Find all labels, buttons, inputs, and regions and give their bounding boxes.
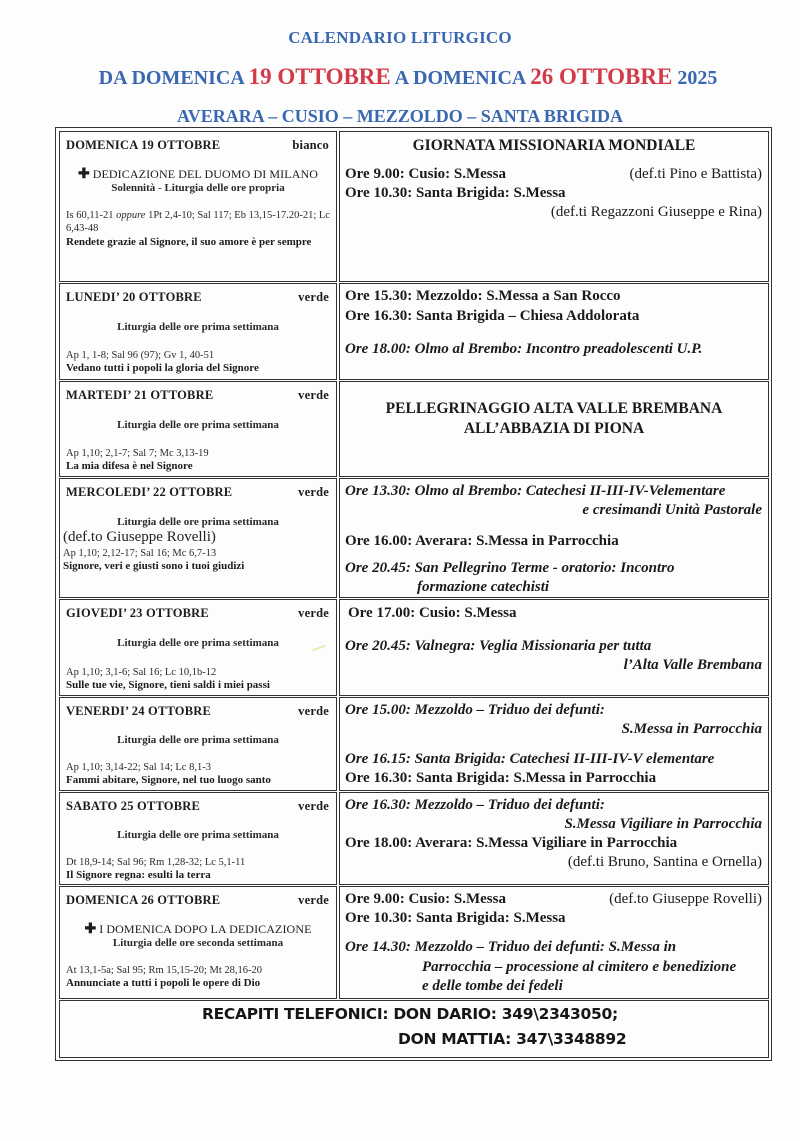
feast-title: I DOMENICA DOPO LA DEDICAZIONE xyxy=(99,922,312,936)
event-line-cont: S.Messa in Parrocchia xyxy=(621,721,762,737)
day-cell-thu23 xyxy=(59,599,337,696)
range-to-prefix: A DOMENICA xyxy=(394,67,526,89)
liturgical-color: verde xyxy=(298,704,329,718)
psalm-refrain: Rendete grazie al Signore, il suo amore è per sempre xyxy=(66,236,312,248)
liturgical-color: bianco xyxy=(292,138,329,152)
events-cell-wed22 xyxy=(339,478,769,598)
day-label: MARTEDI’ 21 OTTOBRE xyxy=(66,388,214,402)
reading-b: 1Pt 2,4-10; Sal 117; Eb 13,15-17.20-21; Lc 6,43-48 xyxy=(66,210,330,234)
event-line: Ore 16.30: Santa Brigida: S.Messa in Parrocchia xyxy=(345,770,657,786)
event-line: Ore 13.30: Olmo al Brembo: Catechesi II-III-IV-Velementare xyxy=(345,483,726,499)
liturgy-note: Solennità - Liturgia delle ore propria xyxy=(111,182,285,194)
day-cell-mon20 xyxy=(59,283,337,380)
date-range xyxy=(8,64,800,90)
day-label: LUNEDI’ 20 OTTOBRE xyxy=(66,290,202,304)
event-line-cont: formazione catechisti xyxy=(417,579,550,595)
event-line: Ore 18.00: Olmo al Brembo: Incontro preadolescenti U.P. xyxy=(345,341,703,357)
events-title: GIORNATA MISSIONARIA MONDIALE xyxy=(412,137,696,154)
cross-icon: ✚ xyxy=(84,922,97,937)
readings: Ap 1,10; 2,1-7; Sal 7; Mc 3,13-19 xyxy=(66,448,209,459)
event-note: (def.ti Regazzoni Giuseppe e Rina) xyxy=(550,204,762,220)
liturgy-note: Liturgia delle ore prima settimana xyxy=(117,829,279,841)
liturgy-note: Liturgia delle ore prima settimana xyxy=(117,321,279,333)
psalm-refrain: Vedano tutti i popoli la gloria del Signore xyxy=(66,362,259,374)
contacts-line-2: DON MATTIA: 347\3348892 xyxy=(398,1030,627,1048)
day-header xyxy=(66,606,329,621)
day-cell-tue21 xyxy=(59,381,337,477)
contacts-line-1: RECAPITI TELEFONICI: DON DARIO: 349\2343050; xyxy=(202,1005,618,1023)
range-year: 2025 xyxy=(677,67,718,89)
feast-line xyxy=(60,921,336,938)
liturgical-color: verde xyxy=(298,290,329,304)
mass-intention: (def.to Giuseppe Rovelli) xyxy=(63,529,216,545)
readings: Ap 1,10; 3,1-6; Sal 16; Lc 10,1b-12 xyxy=(66,667,217,678)
event-line: Ore 20.45: Valnegra: Veglia Missionaria per tutta xyxy=(345,638,652,654)
event-line: Ore 17.00: Cusio: S.Messa xyxy=(348,605,517,621)
day-label: DOMENICA 19 OTTOBRE xyxy=(66,138,221,152)
event-line: Ore 20.45: San Pellegrino Terme - oratorio: Incontro xyxy=(345,560,675,576)
parishes-subtitle: AVERARA – CUSIO – MEZZOLDO – SANTA BRIGIDA xyxy=(177,106,623,126)
day-cell-sun26 xyxy=(59,886,337,999)
event-note: (def.ti Bruno, Santina e Ornella) xyxy=(567,854,762,870)
readings: Ap 1, 1-8; Sal 96 (97); Gv 1, 40-51 xyxy=(66,350,215,361)
cross-icon: ✚ xyxy=(77,167,90,182)
event-note: (def.ti Pino e Battista) xyxy=(629,166,762,182)
range-from-prefix: DA DOMENICA xyxy=(98,67,244,89)
day-cell-fri24 xyxy=(59,697,337,791)
events-cell-tue21 xyxy=(339,381,769,477)
psalm-refrain: Annunciate a tutti i popoli le opere di Dio xyxy=(66,977,261,989)
readings xyxy=(66,209,330,235)
event-line: Ore 10.30: Santa Brigida: S.Messa xyxy=(345,910,566,926)
feast-line xyxy=(60,166,336,183)
day-label: VENERDI’ 24 OTTOBRE xyxy=(66,704,212,718)
events-cell-fri24 xyxy=(339,697,769,791)
contacts-box xyxy=(59,1000,769,1058)
psalm-refrain: Signore, veri e giusti sono i tuoi giudizi xyxy=(63,560,245,572)
event-text: Ore 9.00: Cusio: S.Messa xyxy=(345,891,506,907)
liturgical-color: verde xyxy=(298,388,329,402)
events-cell-sun26 xyxy=(339,886,769,999)
day-label: DOMENICA 26 OTTOBRE xyxy=(66,893,221,907)
day-header xyxy=(66,290,329,305)
event-line: Ore 16.00: Averara: S.Messa in Parrocchia xyxy=(345,533,619,549)
liturgy-note: Liturgia delle ore prima settimana xyxy=(117,637,279,649)
liturgical-color: verde xyxy=(298,485,329,499)
day-header xyxy=(66,893,329,908)
day-label: GIOVEDI’ 23 OTTOBRE xyxy=(66,606,209,620)
psalm-refrain: Il Signore regna: esulti la terra xyxy=(66,869,211,881)
events-cell-sat25 xyxy=(339,792,769,885)
pilgrimage-subtitle: ALL’ABBAZIA DI PIONA xyxy=(463,420,645,437)
readings: At 13,1-5a; Sal 95; Rm 15,15-20; Mt 28,16-20 xyxy=(66,965,262,976)
day-cell-sat25 xyxy=(59,792,337,885)
readings: Ap 1,10; 3,14-22; Sal 14; Lc 8,1-3 xyxy=(66,762,211,773)
event-line-cont: e cresimandi Unità Pastorale xyxy=(582,502,762,518)
day-header xyxy=(66,388,329,403)
event-line xyxy=(345,165,762,184)
event-text: Ore 10.30: Santa Brigida: S.Messa xyxy=(345,185,566,201)
event-line: Ore 16.30: Mezzoldo – Triduo dei defunti: xyxy=(345,797,605,813)
range-to-date: 26 OTTOBRE xyxy=(530,64,673,89)
day-cell-sun19 xyxy=(59,131,337,282)
pilgrimage-title: PELLEGRINAGGIO ALTA VALLE BREMBANA xyxy=(385,400,723,417)
psalm-refrain: La mia difesa è nel Signore xyxy=(66,460,193,472)
event-line: Ore 15.00: Mezzoldo – Triduo dei defunti: xyxy=(345,702,605,718)
event-note: (def.to Giuseppe Rovelli) xyxy=(609,891,762,907)
calendar-title: CALENDARIO LITURGICO xyxy=(288,28,512,47)
liturgy-note: Liturgia delle ore prima settimana xyxy=(117,419,279,431)
event-line-cont: Parrocchia – processione al cimitero e benedizione xyxy=(422,959,737,975)
event-line: Ore 15.30: Mezzoldo: S.Messa a San Rocco xyxy=(345,288,621,304)
day-label: SABATO 25 OTTOBRE xyxy=(66,799,200,813)
events-cell-sun19 xyxy=(339,131,769,282)
psalm-refrain: Fammi abitare, Signore, nel tuo luogo santo xyxy=(66,774,271,786)
readings: Ap 1,10; 2,12-17; Sal 16; Mc 6,7-13 xyxy=(63,548,217,559)
event-line: Ore 18.00: Averara: S.Messa Vigiliare in Parrocchia xyxy=(345,835,678,851)
day-header xyxy=(66,799,329,814)
day-cell-wed22 xyxy=(59,478,337,598)
event-line-cont: S.Messa Vigiliare in Parrocchia xyxy=(564,816,762,832)
liturgical-color: verde xyxy=(298,893,329,907)
event-line: Ore 16.30: Santa Brigida – Chiesa Addolorata xyxy=(345,308,640,324)
event-line-cont: e delle tombe dei fedeli xyxy=(422,978,563,994)
liturgy-note: Liturgia delle ore seconda settimana xyxy=(112,937,284,949)
event-line xyxy=(345,890,762,909)
range-from-date: 19 OTTOBRE xyxy=(248,64,391,89)
event-line: Ore 16.15: Santa Brigida: Catechesi II-III-IV-V elementare xyxy=(345,751,715,767)
event-line: Ore 14.30: Mezzoldo – Triduo dei defunti: S.Messa in xyxy=(345,939,677,955)
psalm-refrain: Sulle tue vie, Signore, tieni saldi i miei passi xyxy=(66,679,270,691)
liturgy-note: Liturgia delle ore prima settimana xyxy=(117,734,279,746)
events-cell-thu23 xyxy=(339,599,769,696)
readings: Dt 18,9-14; Sal 96; Rm 1,28-32; Lc 5,1-11 xyxy=(66,857,246,868)
reading-a: Is 60,11-21 xyxy=(66,210,114,221)
event-text: Ore 9.00: Cusio: S.Messa xyxy=(345,166,506,182)
event-line-cont: l’Alta Valle Brembana xyxy=(623,657,762,673)
feast-title: DEDICAZIONE DEL DUOMO DI MILANO xyxy=(92,167,319,181)
day-header xyxy=(66,138,329,153)
reading-or: oppure xyxy=(116,210,146,221)
events-cell-mon20 xyxy=(339,283,769,380)
day-header xyxy=(66,704,329,719)
day-label: MERCOLEDI’ 22 OTTOBRE xyxy=(66,485,233,499)
liturgical-color: verde xyxy=(298,606,329,620)
liturgy-note: Liturgia delle ore prima settimana xyxy=(117,516,279,528)
liturgical-color: verde xyxy=(298,799,329,813)
day-header xyxy=(66,485,329,500)
event-line xyxy=(345,184,762,203)
